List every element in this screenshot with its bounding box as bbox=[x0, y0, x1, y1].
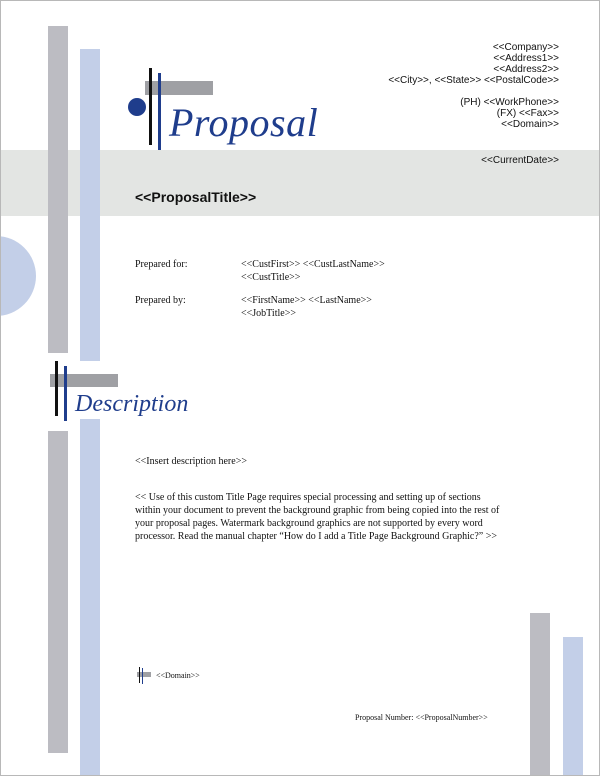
footer-domain: <<Domain>> bbox=[156, 671, 200, 680]
company-name: <<Company>> bbox=[492, 42, 559, 53]
right-gray-bar bbox=[530, 613, 550, 776]
left-blue-bar-top bbox=[80, 49, 100, 361]
footer-logo-navy-line bbox=[142, 668, 143, 684]
left-gray-bar-bottom bbox=[48, 431, 68, 753]
prepared-by-name: <<FirstName>> <<LastName>> bbox=[241, 295, 372, 306]
left-blue-bar-bottom bbox=[80, 419, 100, 776]
description-logo-navy-line bbox=[64, 366, 67, 421]
footer-logo-black-line bbox=[139, 667, 140, 683]
company-address-block bbox=[388, 42, 559, 130]
page-title: Proposal bbox=[169, 100, 319, 145]
prepared-for-label: Prepared for: bbox=[135, 259, 188, 270]
fax-number: (FX) <<Fax>> bbox=[496, 108, 559, 119]
city-state-postal: <<City>>, <<State>> <<PostalCode>> bbox=[388, 75, 559, 86]
logo-navy-line bbox=[158, 73, 161, 150]
right-blue-bar bbox=[563, 637, 583, 776]
description-logo-black-line bbox=[55, 361, 58, 416]
left-blue-circle bbox=[0, 236, 36, 316]
description-note: << Use of this custom Title Page requires special processing and setting up of sections within your document to prevent the background graphic from being copied into the rest of your proposal pages. Watermark background graphics are not supported by every word processor. Read the manual chapter “How do I add a Title Page Background Graphic?” >> bbox=[135, 492, 500, 542]
prepared-for-title: <<CustTitle>> bbox=[241, 272, 301, 283]
logo-navy-dot bbox=[128, 98, 146, 116]
address-line-1: <<Address1>> bbox=[493, 53, 559, 64]
address-spacer bbox=[388, 86, 559, 97]
left-gray-bar-top bbox=[48, 26, 68, 353]
proposal-number: Proposal Number: <<ProposalNumber>> bbox=[355, 713, 488, 722]
current-date: <<CurrentDate>> bbox=[481, 155, 559, 166]
prepared-for-name: <<CustFirst>> <<CustLastName>> bbox=[241, 259, 385, 270]
proposal-title: <<ProposalTitle>> bbox=[135, 189, 257, 205]
work-phone: (PH) <<WorkPhone>> bbox=[460, 97, 559, 108]
address-line-2: <<Address2>> bbox=[493, 64, 559, 75]
description-heading: Description bbox=[75, 391, 189, 417]
logo-black-line bbox=[149, 68, 152, 145]
description-logo-gray-rect bbox=[50, 374, 118, 387]
description-placeholder: <<Insert description here>> bbox=[135, 456, 247, 467]
prepared-by-label: Prepared by: bbox=[135, 295, 186, 306]
logo-gray-rect bbox=[145, 81, 213, 95]
domain: <<Domain>> bbox=[501, 119, 559, 130]
prepared-by-title: <<JobTitle>> bbox=[241, 308, 296, 319]
